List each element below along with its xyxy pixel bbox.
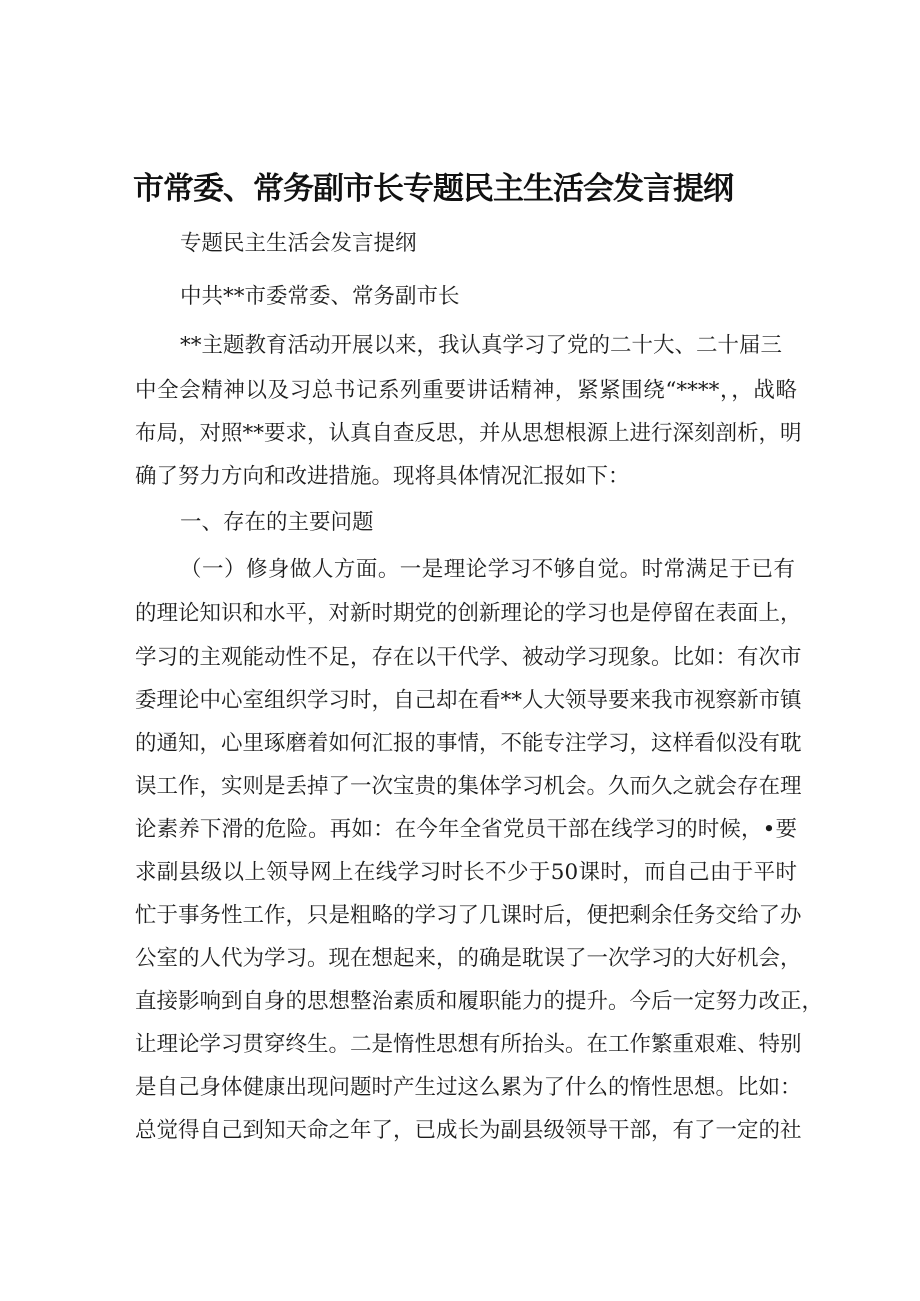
body-line-4: 委理论中心室组织学习时，自己却在看**人大领导要来我市视察新市镇	[135, 688, 802, 713]
body-line-9: 忙于事务性工作，只是粗略的学习了几课时后，便把剩余任务交给了办	[135, 903, 802, 928]
document-author: 中共**市委常委、常务副市长	[180, 284, 460, 309]
body-line-2: 的理论知识和水平，对新时期党的创新理论的学习也是停留在表面上，	[135, 601, 802, 626]
body-line-12: 让理论学习贯穿终生。二是惰性思想有所抬头。在工作繁重艰难、特别	[135, 1032, 802, 1057]
body-line-3: 学习的主观能动性不足，存在以干代学、被动学习现象。比如：有次市	[135, 645, 802, 670]
body-line-5: 的通知，心里琢磨着如何汇报的事情，不能专注学习，这样看似没有耽	[135, 731, 802, 756]
body-line-1: （一）修身做人方面。一是理论学习不够自觉。时常满足于已有	[180, 557, 795, 582]
body-line-6: 误工作，实则是丢掉了一次宝贵的集体学习机会。久而久之就会存在理	[135, 774, 802, 799]
intro-line-1: **主题教育活动开展以来，我认真学习了党的二十大、二十届三	[180, 333, 783, 358]
document-title: 市常委、常务副市长专题民主生活会发言提纲	[133, 171, 733, 207]
body-line-11: 直接影响到自身的思想整治素质和履职能力的提升。今后一定努力改正，	[135, 989, 824, 1014]
body-line-8: 求副县级以上领导网上在线学习时长不少于50课时，而自己由于平时	[135, 860, 797, 885]
section-heading: 一、存在的主要问题	[180, 510, 374, 535]
intro-line-2: 中全会精神以及习总书记系列重要讲话精神，紧紧围绕“****，，战略	[135, 378, 797, 403]
body-line-13: 是自己身体健康出现问题时产生过这么累为了什么的惰性思想。比如：	[135, 1075, 802, 1100]
document-subtitle: 专题民主生活会发言提纲	[180, 231, 417, 256]
intro-line-3: 布局，对照**要求，认真自查反思，并从思想根源上进行深刻剖析，明	[135, 421, 802, 446]
intro-line-4: 确了努力方向和改进措施。现将具体情况汇报如下：	[135, 464, 630, 489]
body-line-10: 公室的人代为学习。现在想起来，的确是耽误了一次学习的大好机会，	[135, 946, 802, 971]
body-line-7: 论素养下滑的危险。再如：在今年全省党员干部在线学习的时候，•要	[135, 817, 797, 842]
body-line-14: 总觉得自己到知天命之年了，已成长为副县级领导干部，有了一定的社	[135, 1118, 802, 1143]
